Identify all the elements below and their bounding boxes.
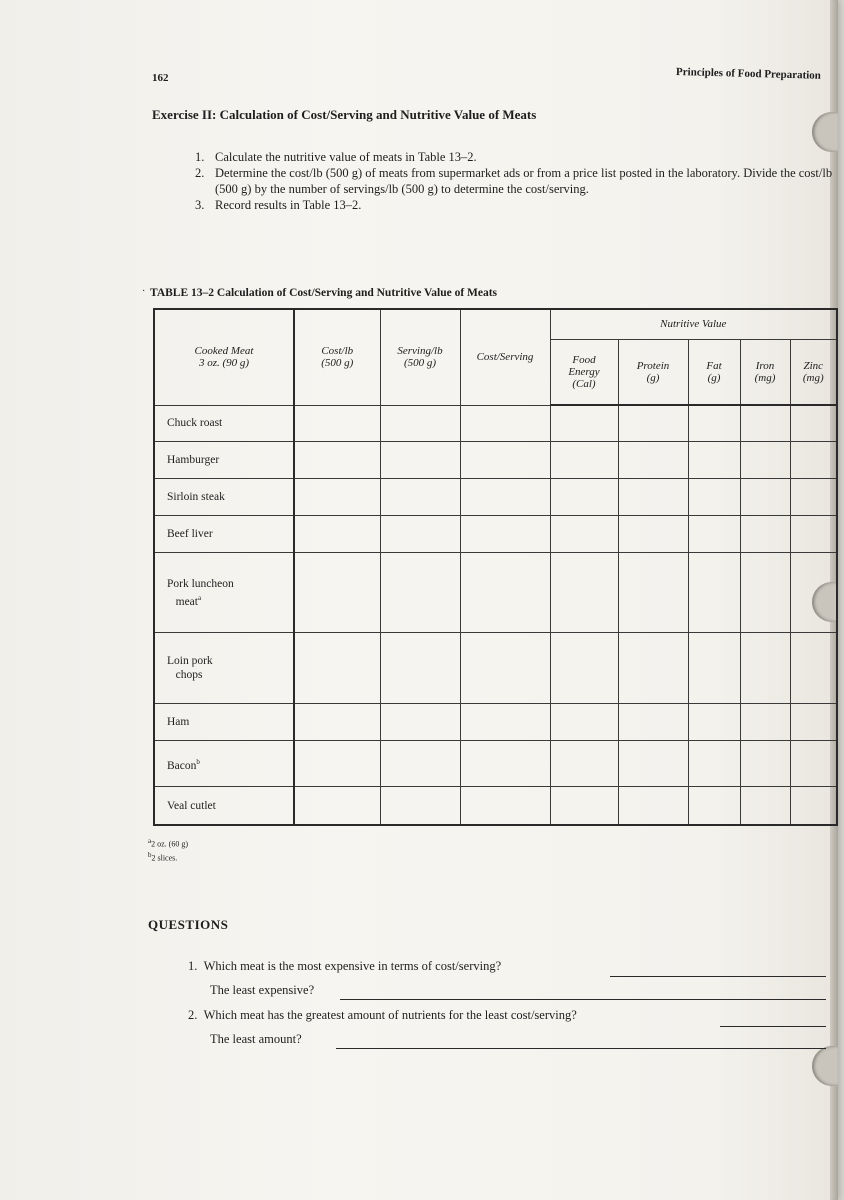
blank-cell[interactable]: [294, 633, 380, 704]
blank-cell[interactable]: [790, 479, 837, 516]
blank-cell[interactable]: [550, 479, 618, 516]
footnote-a: $^a$2 oz. (60 g): [148, 837, 188, 849]
table-row: [154, 552, 837, 633]
blank-cell[interactable]: [380, 704, 460, 741]
meat-name: Pork luncheon meat$^a$: [154, 552, 294, 633]
blank-cell[interactable]: [294, 405, 380, 442]
blank-cell[interactable]: [618, 741, 688, 787]
header-food-energy: Food Energy (Cal): [550, 339, 618, 405]
blank-cell[interactable]: [380, 633, 460, 704]
table-row: [154, 442, 837, 479]
header-servings-per-lb: Serving/lb (500 g): [380, 309, 460, 405]
table-row: [154, 479, 837, 516]
blank-cell[interactable]: [740, 442, 790, 479]
blank-cell[interactable]: [460, 552, 550, 633]
blank-cell[interactable]: [380, 741, 460, 787]
blank-cell[interactable]: [740, 552, 790, 633]
blank-cell[interactable]: [688, 515, 740, 552]
blank-cell[interactable]: [460, 704, 550, 741]
blank-cell[interactable]: [380, 405, 460, 442]
footnote-b: $^b$2 slices.: [148, 850, 178, 863]
step-number: 3.: [195, 198, 205, 212]
blank-cell[interactable]: [294, 515, 380, 552]
blank-cell[interactable]: [740, 515, 790, 552]
step-number: 1.: [195, 150, 205, 164]
blank-cell[interactable]: [550, 552, 618, 633]
blank-cell[interactable]: [688, 552, 740, 633]
blank-cell[interactable]: [380, 479, 460, 516]
blank-cell[interactable]: [790, 633, 837, 704]
answer-line[interactable]: [720, 1026, 826, 1027]
binder-hole-top: [812, 112, 838, 152]
blank-cell[interactable]: [618, 633, 688, 704]
table-footnotes: [148, 836, 188, 863]
header-fat: Fat (g): [688, 339, 740, 405]
blank-cell[interactable]: [688, 787, 740, 825]
question-1-followup: The least expensive?: [210, 983, 315, 997]
meat-name: Sirloin steak: [154, 479, 294, 516]
blank-cell[interactable]: [688, 479, 740, 516]
step-text: Calculate the nutritive value of meats in Table 13–2.: [215, 150, 477, 164]
blank-cell[interactable]: [460, 479, 550, 516]
blank-cell[interactable]: [618, 405, 688, 442]
blank-cell[interactable]: [618, 552, 688, 633]
table-row: [154, 704, 837, 741]
blank-cell[interactable]: [294, 787, 380, 825]
table-row: [154, 405, 837, 442]
question-number: 1.: [188, 959, 198, 973]
blank-cell[interactable]: [460, 405, 550, 442]
blank-cell[interactable]: [460, 787, 550, 825]
blank-cell[interactable]: [380, 787, 460, 825]
header-nutritive-value: Nutritive Value: [550, 309, 837, 339]
step-text: Record results in Table 13–2.: [215, 198, 362, 212]
question-text: Which meat has the greatest amount of nutrients for the least cost/serving?: [203, 1008, 577, 1022]
blank-cell[interactable]: [294, 479, 380, 516]
answer-line[interactable]: [340, 999, 826, 1000]
blank-cell[interactable]: [294, 552, 380, 633]
meat-cost-table: [153, 308, 838, 826]
meat-name: Beef liver: [154, 515, 294, 552]
blank-cell[interactable]: [790, 515, 837, 552]
blank-cell[interactable]: [618, 479, 688, 516]
answer-line[interactable]: [610, 976, 826, 977]
blank-cell[interactable]: [740, 704, 790, 741]
step-item: [195, 165, 835, 197]
meat-name: Ham: [154, 704, 294, 741]
answer-line[interactable]: [336, 1048, 826, 1049]
step-item: [195, 197, 835, 213]
header-cost-per-lb: Cost/lb (500 g): [294, 309, 380, 405]
blank-cell[interactable]: [380, 442, 460, 479]
blank-cell[interactable]: [294, 704, 380, 741]
blank-cell[interactable]: [688, 704, 740, 741]
question-2: [188, 1008, 577, 1023]
blank-cell[interactable]: [550, 741, 618, 787]
meat-name: Loin pork chops: [154, 633, 294, 704]
meat-name: Bacon$^b$: [154, 741, 294, 787]
margin-tick: ·: [142, 286, 146, 297]
blank-cell[interactable]: [618, 442, 688, 479]
blank-cell[interactable]: [550, 633, 618, 704]
blank-cell[interactable]: [294, 741, 380, 787]
header-protein: Protein (g): [618, 339, 688, 405]
table-row: [154, 633, 837, 704]
table-row: [154, 741, 837, 787]
blank-cell[interactable]: [460, 741, 550, 787]
footnote-mark: a: [197, 593, 202, 602]
table-caption: TABLE 13–2 Calculation of Cost/Serving and Nutritive Value of Meats: [150, 287, 498, 299]
question-2-followup: The least amount?: [210, 1032, 302, 1046]
blank-cell[interactable]: [618, 704, 688, 741]
question-1: [188, 959, 501, 974]
blank-cell[interactable]: [550, 704, 618, 741]
blank-cell[interactable]: [460, 442, 550, 479]
blank-cell[interactable]: [740, 741, 790, 787]
blank-cell[interactable]: [740, 479, 790, 516]
blank-cell[interactable]: [294, 442, 380, 479]
blank-cell[interactable]: [790, 741, 837, 787]
blank-cell[interactable]: [688, 442, 740, 479]
meat-name: Chuck roast: [154, 405, 294, 442]
step-item: [195, 149, 835, 165]
blank-cell[interactable]: [790, 552, 837, 633]
blank-cell[interactable]: [790, 405, 837, 442]
blank-cell[interactable]: [380, 552, 460, 633]
blank-cell[interactable]: [380, 515, 460, 552]
header-iron: Iron (mg): [740, 339, 790, 405]
table-row: [154, 515, 837, 552]
footnote-mark: b: [196, 757, 200, 766]
blank-cell[interactable]: [740, 633, 790, 704]
header-cost-per-serving: Cost/Serving: [460, 309, 550, 405]
blank-cell[interactable]: [688, 405, 740, 442]
blank-cell[interactable]: [550, 515, 618, 552]
blank-cell[interactable]: [790, 787, 837, 825]
blank-cell[interactable]: [460, 515, 550, 552]
blank-cell[interactable]: [740, 787, 790, 825]
questions-heading: QUESTIONS: [148, 917, 229, 932]
blank-cell[interactable]: [618, 787, 688, 825]
meat-name: Hamburger: [154, 442, 294, 479]
page-number: 162: [152, 72, 169, 84]
header-zinc: Zinc (mg): [790, 339, 837, 405]
header-cooked-meat: Cooked Meat 3 oz. (90 g): [154, 309, 294, 405]
exercise-title: Exercise II: Calculation of Cost/Serving and Nutritive Value of Meats: [152, 107, 537, 122]
blank-cell[interactable]: [618, 515, 688, 552]
question-number: 2.: [188, 1008, 198, 1022]
blank-cell[interactable]: [740, 405, 790, 442]
blank-cell[interactable]: [688, 741, 740, 787]
binder-hole-bottom: [812, 1046, 838, 1086]
blank-cell[interactable]: [790, 704, 837, 741]
exercise-steps: [195, 149, 835, 213]
question-text: Which meat is the most expensive in terms of cost/serving?: [203, 959, 502, 973]
table-row: [154, 787, 837, 825]
step-text: Determine the cost/lb (500 g) of meats from supermarket ads or from a price list posted in the laboratory. Divide the cost/lb (500 g) by the number of servings/lb (500 g) to determine the cost/serving.: [215, 166, 833, 196]
running-head: Principles of Food Preparation: [675, 66, 822, 82]
meat-name: Veal cutlet: [154, 787, 294, 825]
step-number: 2.: [195, 166, 205, 180]
blank-cell[interactable]: [790, 442, 837, 479]
blank-cell[interactable]: [550, 787, 618, 825]
blank-cell[interactable]: [688, 633, 740, 704]
blank-cell[interactable]: [550, 442, 618, 479]
blank-cell[interactable]: [550, 405, 618, 442]
blank-cell[interactable]: [460, 633, 550, 704]
